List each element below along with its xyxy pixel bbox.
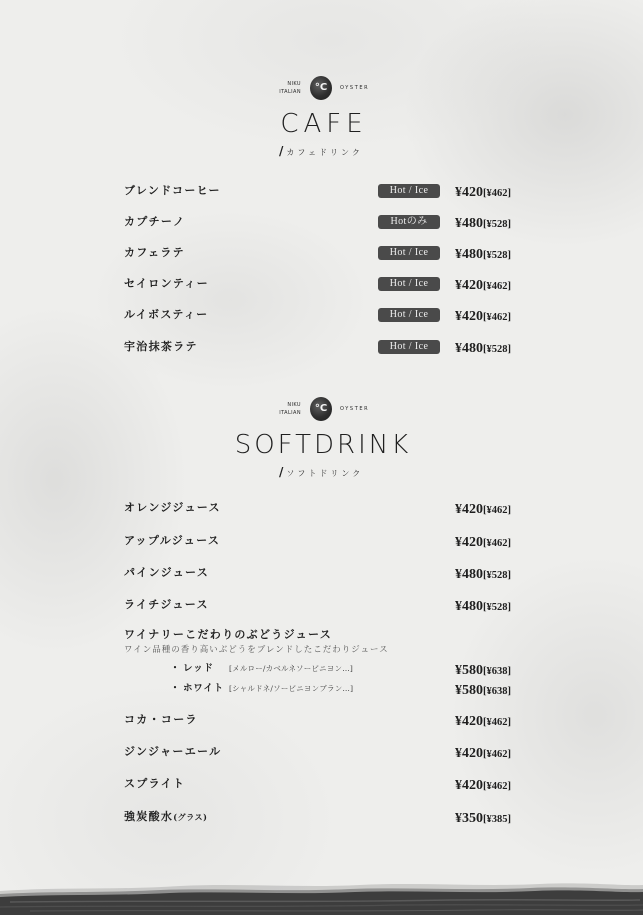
temperature-badge: Hot / Ice [378, 277, 440, 291]
item-name: コカ・コーラ [124, 713, 198, 726]
item-price [455, 711, 511, 732]
item-price [455, 244, 511, 265]
price-main: ¥420 [455, 778, 483, 793]
section-title-softdrink: SOFTDRINK [234, 430, 412, 460]
logo-degree-mark-icon: °C [310, 397, 332, 421]
price-main: ¥480 [455, 247, 483, 262]
item-price [455, 808, 511, 829]
menu-item [0, 274, 643, 294]
item-name: パインジュース [124, 566, 210, 579]
price-main: ¥420 [455, 278, 483, 293]
option-name: レッド [183, 663, 214, 674]
menu-item [0, 337, 643, 357]
section-subtitle-cafe [279, 143, 363, 160]
item-price [455, 532, 511, 553]
price-main: ¥420 [455, 309, 483, 324]
subtitle-slash: / [279, 144, 284, 158]
price-with-tax: [¥638] [483, 666, 511, 677]
grape-juice-description: ワイン品種の香り高いぶどうをブレンドしたこだわりジュース [124, 645, 389, 655]
price-with-tax: [¥462] [483, 505, 511, 516]
price-with-tax: [¥462] [483, 188, 511, 199]
logo-degree-mark-icon: °C [310, 76, 332, 100]
item-price [455, 306, 511, 327]
option-varieties: [シャルドネ/ソービニヨンブラン…] [229, 684, 354, 693]
item-name: 宇治抹茶ラテ [124, 340, 198, 353]
menu-item [0, 305, 643, 325]
subtitle-text: カフェドリンク [286, 148, 363, 157]
price-with-tax: [¥462] [483, 538, 511, 549]
item-price [455, 275, 511, 296]
menu-item [0, 212, 643, 232]
item-price [455, 660, 511, 681]
logo-niku: NIKU [287, 81, 301, 87]
logo-italian: ITALIAN [279, 410, 301, 416]
item-price [455, 338, 511, 359]
price-main: ¥580 [455, 663, 483, 678]
menu-item [0, 595, 643, 615]
item-name-note: (グラス) [173, 812, 208, 822]
item-price [455, 564, 511, 585]
item-price [455, 213, 511, 234]
logo-niku: NIKU [287, 402, 301, 408]
item-name: ライチジュース [124, 598, 209, 611]
bullet-icon: ・ [170, 683, 180, 694]
price-main: ¥350 [455, 811, 483, 826]
item-price [455, 499, 511, 520]
logo-left-text [279, 80, 301, 96]
item-name: セイロンティー [124, 277, 209, 290]
temperature-badge: Hot / Ice [378, 246, 440, 260]
logo-oyster: OYSTER [340, 85, 370, 91]
item-name: カプチーノ [124, 215, 186, 228]
item-name [124, 810, 208, 824]
price-with-tax: [¥462] [483, 717, 511, 728]
menu-item [0, 774, 643, 794]
item-name: ジンジャーエール [124, 745, 222, 758]
grape-juice-header [0, 625, 643, 645]
item-name: オレンジジュース [124, 501, 221, 514]
price-with-tax: [¥462] [483, 749, 511, 760]
price-main: ¥580 [455, 683, 483, 698]
menu-item [0, 531, 643, 551]
item-price [455, 182, 511, 203]
menu-item [0, 243, 643, 263]
item-name: スプライト [124, 777, 186, 790]
item-name: ブレンドコーヒー [124, 184, 221, 197]
price-with-tax: [¥462] [483, 781, 511, 792]
logo-italian: ITALIAN [279, 89, 301, 95]
bullet-icon: ・ [170, 663, 180, 674]
price-with-tax: [¥528] [483, 602, 511, 613]
price-main: ¥480 [455, 216, 483, 231]
menu-item [0, 807, 643, 827]
price-main: ¥480 [455, 567, 483, 582]
temperature-badge: Hotのみ [378, 215, 440, 229]
menu-item [0, 181, 643, 201]
brand-logo [0, 396, 643, 422]
price-with-tax: [¥462] [483, 312, 511, 323]
menu-item [0, 498, 643, 518]
option-name: ホワイト [183, 683, 224, 694]
brand-logo [0, 75, 643, 101]
item-price [455, 680, 511, 701]
price-main: ¥480 [455, 341, 483, 356]
subtitle-text: ソフトドリンク [286, 469, 364, 478]
price-main: ¥420 [455, 746, 483, 761]
item-name: ワイナリーこだわりのぶどうジュース [124, 628, 332, 641]
item-name: ルイボスティー [124, 308, 209, 321]
price-main: ¥420 [455, 714, 483, 729]
subtitle-slash: / [279, 465, 284, 479]
brush-stroke-decoration [0, 875, 643, 915]
price-with-tax: [¥385] [483, 814, 511, 825]
temperature-badge: Hot / Ice [378, 308, 440, 322]
price-with-tax: [¥638] [483, 686, 511, 697]
price-with-tax: [¥528] [483, 570, 511, 581]
price-main: ¥420 [455, 185, 483, 200]
section-title-cafe: CAFE [280, 109, 368, 139]
menu-item [0, 710, 643, 730]
price-with-tax: [¥528] [483, 219, 511, 230]
grape-option-red [0, 659, 643, 679]
item-price [455, 743, 511, 764]
grape-option-white [0, 679, 643, 699]
logo-left-text [279, 401, 301, 417]
item-price [455, 775, 511, 796]
price-main: ¥420 [455, 502, 483, 517]
menu-item [0, 742, 643, 762]
section-subtitle-softdrink [279, 464, 363, 481]
item-name-main: 強炭酸水 [124, 810, 174, 823]
item-price [455, 596, 511, 617]
price-with-tax: [¥528] [483, 250, 511, 261]
price-main: ¥480 [455, 599, 483, 614]
menu-item [0, 563, 643, 583]
option-varieties: [メルロー/カベルネソービニヨン…] [229, 664, 354, 673]
item-name: カフェラテ [124, 246, 185, 259]
temperature-badge: Hot / Ice [378, 184, 440, 198]
temperature-badge: Hot / Ice [378, 340, 440, 354]
price-with-tax: [¥528] [483, 344, 511, 355]
logo-oyster: OYSTER [340, 406, 370, 412]
item-name: アップルジュース [124, 534, 221, 547]
price-with-tax: [¥462] [483, 281, 511, 292]
price-main: ¥420 [455, 535, 483, 550]
